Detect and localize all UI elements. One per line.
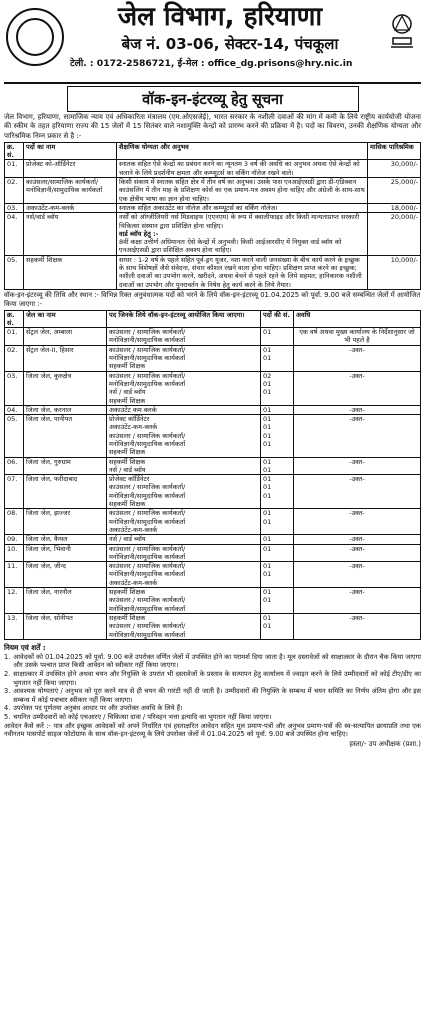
serial-cell: 10. — [5, 544, 24, 562]
count-line: 02 — [263, 371, 272, 380]
jail-cell: जिला जेल, भिवानी — [24, 544, 107, 562]
count-cell — [261, 371, 294, 405]
table-row — [5, 535, 421, 544]
col-header-post: पदों का नाम — [24, 142, 117, 160]
post-line: काउंसलर / सामाजिक कार्यकर्ता/ — [109, 596, 186, 605]
count-line: 01 — [263, 535, 272, 544]
count-line: 01 — [263, 509, 272, 518]
count-cell — [261, 509, 294, 535]
posts-cell — [107, 475, 261, 509]
count-cell — [261, 475, 294, 509]
posts-cell — [107, 457, 261, 475]
col-header-salary: मासिक पारिश्रमिक — [368, 142, 421, 160]
jail-cell: जिला जेल, नारनौल — [24, 588, 107, 614]
table-row — [5, 544, 421, 562]
count-cell — [261, 544, 294, 562]
count-cell — [261, 457, 294, 475]
post-line: काउंसलर / सामाजिक कार्यकर्ता/ — [109, 431, 186, 440]
post-line: सहकर्मी शिक्षक — [109, 396, 146, 405]
table-row — [5, 328, 421, 346]
serial-cell: 04. — [5, 213, 24, 255]
count-line: 01 — [263, 483, 272, 492]
serial-cell: 06. — [5, 457, 24, 475]
intro-paragraph: जेल विभाग, हरियाणा, सामाजिक न्याय एवं अधिकारिता मंत्रालय (एम.ओएसजेई), भारत सरकार के नशीली दवाओं की मांग में कमी के लिये राष्ट्रीय कार्ययोजी योजना की स्कीम के तहत हरियाणा राज्य की 15 जेलों में 15 सितंबर वाले नशामुक्ति केन्द्रों को प्रारम्भ करने की प्रक्रिया में है। पदों का विवरण, उनकी शैक्षणिक योग्यता और पारिश्रमिक निम्न प्रकार से है :- — [4, 113, 421, 140]
rule-number: 3. — [4, 687, 11, 696]
post-line: काउंसलर / सामाजिक कार्यकर्ता/ — [109, 483, 186, 492]
col-header-serial: क्र. सं. — [5, 310, 24, 328]
qualification-text: नर्सों को ऑग्जीलियरी नर्स मिडवाइफ (एएनएम) के रूप में क्वालीफाइड और किसी मान्यताप्राप्त सरकारी चिकित्सा संस्थान द्वारा प्रशिक्षित होना चाहिए। — [119, 213, 360, 230]
period-cell: -उक्त- — [294, 371, 421, 405]
jail-cell: जिला जेल, फरीदाबाद — [24, 475, 107, 509]
post-line: प्रोजेक्ट कॉर्डिनेटर — [109, 475, 150, 484]
jail-cell: जिला जेल, सोनीपत — [24, 613, 107, 639]
qualification-text: स्नातक सहित ऐसे केन्द्रों का प्रबंधन करने का न्यूनतम 3 वर्ष की अवधि का अनुभव अथवा ऐसे केन्द्रों को चलाने के लिये प्रदर्शनीय क्षमता और कम्प्यूटर्स का वर्किंग नॉलेज रखने वाले। — [119, 160, 360, 177]
post-line: सहकर्मी शिक्षक — [109, 448, 146, 457]
qualification-text: साधर : 1-2 वर्ष के पहले सहित पूर्व-ड्रग यूजर, नशा करने वाली जनसंख्या के बीच कार्य करने के इच्छुक के साथ विशेषज्ञों जैसे संवेदना, संचार कौशल रखने वाला होना चाहिए। प्रशिक्षण प्राप्त करने का इच्छुक; नशीली दवाओं का उपभोग करने, खरीदने, अथवा बेचने से पहले रहने के लिये सहमत; हानिकारक नशीली दवाओं का उपभोग और पुनरावर्तन के निषेध हेतु कार्य करने के लिये तैयार। — [119, 255, 362, 289]
department-address: बेज नं. 03-06, सेक्टर-14, पंचकूला — [121, 35, 339, 53]
period-cell: -उक्त- — [294, 405, 421, 414]
rule-item — [4, 704, 421, 713]
count-line: 01 — [263, 596, 272, 605]
table-row — [5, 588, 421, 614]
rule-item — [4, 687, 421, 704]
posts-cell — [107, 544, 261, 562]
post-line: नर्स / वार्ड ब्वॉय — [109, 465, 146, 474]
qualification-text: 8वीं कक्षा उत्तीर्ण अधिमानतः ऐसे केन्द्रों में अनुभवी। किसी आईआरसीए में नियुक्त वार्ड ब्वॉय को एनआईएसडी द्वारा प्रशिक्षित अवश्य होना चाहिए। — [119, 238, 342, 255]
post-line: मनोविज्ञानी/सामुदायिक कार्यकर्ता — [109, 354, 186, 363]
posts-cell — [107, 509, 261, 535]
count-line: 01 — [263, 354, 272, 363]
jail-cell: जिला जेल, कुरुक्षेत्र — [24, 371, 107, 405]
table-row — [5, 203, 421, 212]
period-cell: -उक्त- — [294, 457, 421, 475]
count-line: 01 — [263, 345, 272, 354]
jail-cell: जिला जेल, गुरुग्राम — [24, 457, 107, 475]
qualification-cell — [117, 255, 368, 289]
post-line: अकाउंटेंट कम क्लर्क — [109, 405, 157, 414]
salary-cell: 10,000/- — [368, 255, 421, 289]
serial-cell: 04. — [5, 405, 24, 414]
col-header-serial: क्र. सं. — [5, 142, 24, 160]
count-cell — [261, 588, 294, 614]
count-line: 01 — [263, 388, 272, 397]
count-cell — [261, 405, 294, 414]
period-cell: -उक्त- — [294, 544, 421, 562]
count-line: 01 — [263, 562, 272, 571]
posts-cell — [107, 328, 261, 346]
rule-number: 5. — [4, 712, 11, 721]
table-row — [5, 255, 421, 289]
post-cell: अकाउंटेंट-कम-क्लर्क — [24, 203, 117, 212]
post-line: काउंसलर / सामाजिक कार्यकर्ता/ — [109, 509, 186, 518]
post-line: काउंसलर / सामाजिक कार्यकर्ता/ — [109, 622, 186, 631]
serial-cell: 01. — [5, 160, 24, 178]
col-header-period: अवधि — [294, 310, 421, 328]
serial-cell: 03. — [5, 203, 24, 212]
post-line: मनोविज्ञानी/सामुदायिक कार्यकर्ता — [109, 552, 186, 561]
period-cell: -उक्त- — [294, 613, 421, 639]
post-line: काउंसलर / सामाजिक कार्यकर्ता/ — [109, 544, 186, 553]
period-cell: -उक्त- — [294, 509, 421, 535]
table-row — [5, 562, 421, 588]
jail-cell: जिला जेल, करनाल — [24, 405, 107, 414]
count-line: 01 — [263, 457, 272, 466]
posts-cell — [107, 562, 261, 588]
serial-cell: 13. — [5, 613, 24, 639]
qualification-cell — [117, 160, 368, 178]
table-row — [5, 475, 421, 509]
count-line: 01 — [263, 475, 272, 484]
posts-table — [4, 142, 421, 290]
post-line: सहकर्मी शिक्षक — [109, 613, 146, 622]
table-row — [5, 405, 421, 414]
posts-cell — [107, 588, 261, 614]
jail-cell: जिला जेल, झज्जर — [24, 509, 107, 535]
haryana-emblem-icon — [6, 8, 64, 66]
department-title: जेल विभाग, हरियाणा — [117, 2, 323, 32]
rule-item — [4, 713, 421, 722]
table-row — [5, 457, 421, 475]
table-row — [5, 613, 421, 639]
post-line: अकाउंटेंट-कम-क्लर्क — [109, 525, 158, 534]
table-row — [5, 415, 421, 457]
rule-text: आवेदकों को 01.04.2025 को पूर्वा. 9.00 बजे उपरोक्त वर्णित जेलों में उपस्थित होने का परामर्श दिया जाता है। मूल दस्तावेजों को साक्षात्कार के दौरान चैक किया जाएगा और उसके पश्चात प्राप्त किसी आवेदन को स्वीकार नहीं किया जाएगा। — [13, 652, 421, 670]
count-line: 01 — [263, 517, 272, 526]
serial-cell: 02. — [5, 345, 24, 371]
count-line: 01 — [263, 570, 272, 579]
serial-cell: 02. — [5, 178, 24, 204]
count-cell — [261, 328, 294, 346]
notice-page — [4, 2, 421, 749]
period-cell: -उक्त- — [294, 415, 421, 457]
jail-cell: सेंट्रल जेल-II, हिसार — [24, 345, 107, 371]
qualification-cell — [117, 213, 368, 255]
period-cell: -उक्त- — [294, 588, 421, 614]
count-cell — [261, 535, 294, 544]
table-row — [5, 371, 421, 405]
count-line: 01 — [263, 415, 272, 424]
post-cell: प्रोजेक्ट को-ऑर्डिनेटर — [24, 160, 117, 178]
col-header-qualification: शैक्षणिक योग्यता और अनुभव — [117, 142, 368, 160]
table-row — [5, 160, 421, 178]
jail-cell: जिला जेल, जीन्द — [24, 562, 107, 588]
post-line: प्रोजेक्ट कॉर्डिनेटर — [109, 415, 150, 424]
rule-item — [4, 653, 421, 670]
jail-cell: जिला जेल, कैथल — [24, 535, 107, 544]
count-line: 01 — [263, 491, 272, 500]
post-line: काउंसलर / सामाजिक कार्यकर्ता/ — [109, 345, 186, 354]
count-line: 01 — [263, 588, 272, 597]
post-line: सहकर्मी शिक्षक — [109, 588, 146, 597]
count-line: 01 — [263, 613, 272, 622]
count-cell — [261, 345, 294, 371]
count-line: 01 — [263, 405, 272, 414]
serial-cell: 05. — [5, 415, 24, 457]
national-emblem-icon — [387, 8, 417, 50]
rule-text: चयनित उम्मीदवारों को कोई एचआरए / चिकित्सा दावा / परिवहन भत्ता इत्यादि का भुगतान नहीं किया जाएगा। — [13, 712, 272, 721]
post-line: सहकर्मी शिक्षक — [109, 500, 146, 509]
count-line: 01 — [263, 328, 272, 337]
serial-cell: 08. — [5, 509, 24, 535]
table-row — [5, 178, 421, 204]
serial-cell: 01. — [5, 328, 24, 346]
post-line: काउंसलर / सामाजिक कार्यकर्ता/ — [109, 371, 186, 380]
count-line: 01 — [263, 465, 272, 474]
col-header-count: पदों की सं. — [261, 310, 294, 328]
table-row — [5, 213, 421, 255]
post-cell: काउंसलर/सामाजिक कार्यकर्ता/मनोविज्ञानी/सामुदायिक कार्यकर्ता — [24, 178, 117, 204]
count-line: 01 — [263, 379, 272, 388]
rule-text: आवश्यक योग्यताएं / अनुभव को पूरा करने मात्र से ही चयन की गारंटी नहीं दी जाती है। उम्मीदवारों की नियुक्ति के सम्बन्ध में चयन समिति का निर्णय अंतिम होगा और इस सम्बन्ध में कोई पत्राचार स्वीकार नहीं किया जाएगा। — [13, 687, 421, 704]
signature: हस्ता/- उप अधीक्षक (प्रशा.) — [349, 739, 421, 748]
posts-cell — [107, 345, 261, 371]
period-cell: -उक्त- — [294, 345, 421, 371]
post-line: मनोविज्ञानी/सामुदायिक कार्यकर्ता — [109, 604, 186, 613]
count-line: 01 — [263, 544, 272, 553]
col-header-jail: जेल का नाम — [24, 310, 107, 328]
period-cell: -उक्त- — [294, 562, 421, 588]
serial-cell: 09. — [5, 535, 24, 544]
rules-list — [4, 653, 421, 722]
post-line: मनोविज्ञानी/सामुदायिक कार्यकर्ता — [109, 336, 186, 345]
serial-cell: 11. — [5, 562, 24, 588]
post-line: अकाउंटेंट-कम-क्लर्क — [109, 578, 158, 587]
salary-cell: 25,000/- — [368, 178, 421, 204]
post-line: मनोविज्ञानी/सामुदायिक कार्यकर्ता — [109, 379, 186, 388]
post-cell: नर्स/वार्ड ब्वॉय — [24, 213, 117, 255]
post-line: काउंसलर / सामाजिक कार्यकर्ता/ — [109, 562, 186, 571]
post-line: नर्स / वार्ड ब्वॉय — [109, 535, 146, 544]
posts-cell — [107, 535, 261, 544]
posts-cell — [107, 371, 261, 405]
period-cell: -उक्त- — [294, 475, 421, 509]
post-line: नर्स / वार्ड ब्वॉय — [109, 388, 146, 397]
posts-cell — [107, 405, 261, 414]
serial-cell: 12. — [5, 588, 24, 614]
posts-cell — [107, 415, 261, 457]
posts-cell — [107, 613, 261, 639]
rule-item — [4, 670, 421, 687]
serial-cell: 03. — [5, 371, 24, 405]
salary-cell: 18,000/- — [368, 203, 421, 212]
serial-cell: 05. — [5, 255, 24, 289]
count-cell — [261, 562, 294, 588]
post-line: अकाउंटेंट-कम-क्लर्क — [109, 423, 158, 432]
post-line: मनोविज्ञानी/सामुदायिक कार्यकर्ता — [109, 517, 186, 526]
rule-number: 2. — [4, 670, 11, 678]
qualification-subhead: वार्ड ब्वॉय हेतु :- — [119, 229, 159, 238]
serial-cell: 07. — [5, 475, 24, 509]
qualification-text: स्नातक सहित अकाउंटेंट का नॉलेज और कम्प्यूटर्स का वर्किंग नॉलेज। — [119, 203, 278, 212]
period-cell: एक वर्ष अथवा मुख्य कार्यालय के निर्देशानुसार जो भी पहले है — [294, 328, 421, 346]
rule-number: 4. — [4, 704, 11, 713]
post-line: मनोविज्ञानी/सामुदायिक कार्यकर्ता — [109, 439, 186, 448]
how-to-apply-text: आवेदन कैसे करें :- पात्र और इच्छुक आवेदकों को अपने निर्धारित एवं हस्ताक्षरित आवेदन सहित मूल प्रमाण-पत्रों और अनुभव प्रमाण-पत्रों की स्व-सत्यापित छायाप्रति तथा एक नवीनतम पासपोर्ट साइज फोटोग्राफ के साथ वॉक-इन-इंटरव्यू के लिये उपरोक्त जेलों में 01.04.2025 को पूर्वा. 9.00 बजे उपस्थित होना चाहिए। — [4, 721, 421, 739]
period-cell: -उक्त- — [294, 535, 421, 544]
post-line: मनोविज्ञानी/सामुदायिक कार्यकर्ता — [109, 491, 186, 500]
post-line: मनोविज्ञानी/सामुदायिक कार्यकर्ता — [109, 570, 186, 579]
post-line: सहकर्मी शिक्षक — [109, 362, 146, 371]
rule-text: उपरोक्त पद पूर्णतया अनुबंध आधार पर और उपरोक्त अवधि के लिये हैं। — [13, 704, 183, 713]
count-line: 01 — [263, 423, 272, 432]
department-contact: टेली. : 0172-2586721, ई-मेल : office_dg.prisons@hry.nic.in — [70, 58, 353, 69]
qualification-cell — [117, 178, 368, 204]
post-line: मनोविज्ञानी/सामुदायिक कार्यकर्ता — [109, 630, 186, 639]
post-line: सहकर्मी शिक्षक — [109, 457, 146, 466]
col-header-posts: पद जिनके लिये वॉक-इन-इंटरव्यू आयोजित किया जाएगा। — [107, 310, 261, 328]
count-cell — [261, 415, 294, 457]
rules-title: नियम एवं शर्तें : — [4, 642, 46, 652]
jail-cell: जिला जेल, पानीपत — [24, 415, 107, 457]
interview-schedule-text: वॉक-इन-इंटरव्यू की तिथि और स्थान :- विभिन्न रिक्त अनुबंधात्मक पदों को भरने के लिये वॉक-इन-इंटरव्यू 01.04.2025 को पूर्वा. 9.00 बजे सम्बन्धित जेलों में आयोजित किया जाएगा :- — [4, 290, 421, 308]
post-line: काउंसलर / सामाजिक कार्यकर्ता/ — [109, 328, 186, 337]
salary-cell: 30,000/- — [368, 160, 421, 178]
count-line: 01 — [263, 439, 272, 448]
rule-number: 1. — [4, 652, 11, 661]
notice-title: वॉक-इन-इंटरव्यू हेतु सूचना — [67, 86, 359, 112]
jail-cell: सेंट्रल जेल, अम्बाला — [24, 328, 107, 346]
rule-text: साक्षात्कार में उपस्थित होने अथवा चयन और नियुक्ति के उपरांत भी दस्तावेजों के प्रस्ताव के सत्यापन हेतु कार्यालय में ज्वाइन करने के लिये उम्मीदवारों को कोई टीए/डीए का भुगतान नहीं किया जाएगा। — [13, 670, 421, 687]
jail-posts-table — [4, 310, 421, 640]
count-line: 01 — [263, 431, 272, 440]
qualification-cell — [117, 203, 368, 212]
letterhead — [4, 2, 421, 84]
post-cell: सहकर्मी शिक्षक — [24, 255, 117, 289]
count-cell — [261, 613, 294, 639]
table-row — [5, 509, 421, 535]
table-row — [5, 345, 421, 371]
salary-cell: 20,000/- — [368, 213, 421, 255]
qualification-text: किसी संकाय में स्नातक सहित क्षेत्र में तीन वर्ष का अनुभव। उसके पास एनआईएसडी द्वारा डी-एडिक्शन काउंसलिंग में तीन माह के प्रशिक्षण कोर्स का एक प्रमाण-पत्र अवश्य होना चाहिए और अंग्रेजी के साथ-साथ एक क्षेत्रीय भाषा का ज्ञान होना चाहिए। — [119, 178, 365, 203]
count-line: 01 — [263, 622, 272, 631]
